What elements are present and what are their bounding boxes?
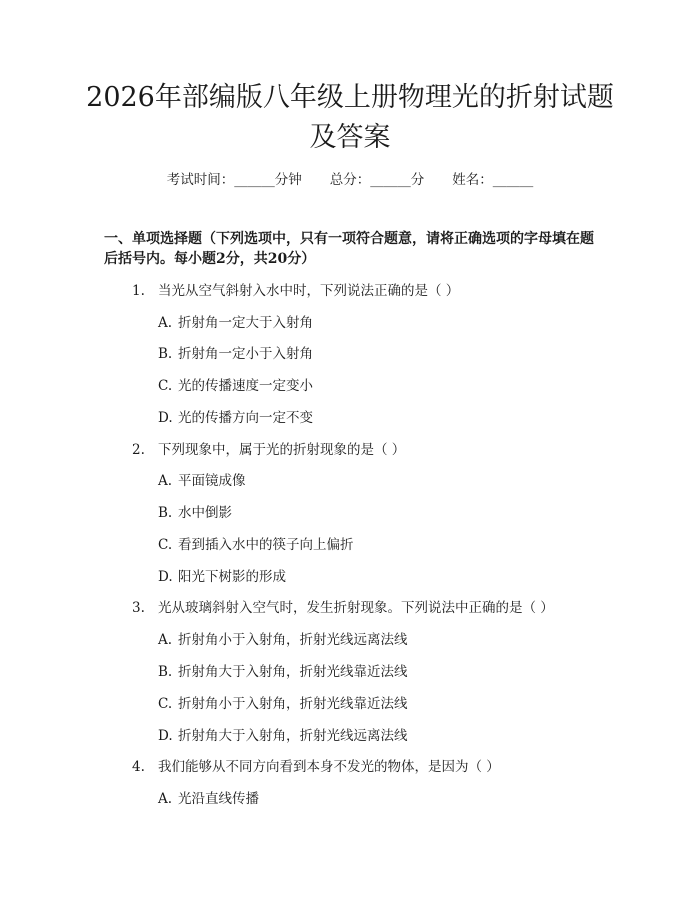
question-3 bbox=[132, 598, 554, 618]
option-3d: D. 折射角大于入射角，折射光线远离法线 bbox=[158, 728, 408, 744]
option-2d: D. 阳光下树影的形成 bbox=[158, 569, 286, 585]
title-line-2: 及答案 bbox=[309, 122, 391, 153]
section-heading-single-choice: 一、单项选择题（下列选项中，只有一项符合题意，请将正确选项的字母填在题后括号内。每小题2分，共20分） bbox=[104, 231, 594, 267]
option-4a: A. 光沿直线传播 bbox=[158, 791, 259, 807]
total-score-field: 总分：______分 bbox=[329, 172, 425, 188]
student-name-field: 姓名：______ bbox=[452, 172, 534, 188]
question-text: 下列现象中，属于光的折射现象的是（ ） bbox=[158, 442, 406, 458]
question-number: 3. bbox=[132, 600, 145, 616]
question-number: 2. bbox=[132, 442, 145, 458]
question-text: 当光从空气斜射入水中时，下列说法正确的是（ ） bbox=[158, 283, 460, 299]
question-number: 1. bbox=[132, 283, 145, 299]
question-number: 4. bbox=[132, 759, 145, 775]
option-2b: B. 水中倒影 bbox=[158, 505, 232, 521]
question-1 bbox=[132, 281, 459, 301]
exam-time-field: 考试时间：______分钟 bbox=[166, 172, 302, 188]
option-3a: A. 折射角小于入射角，折射光线远离法线 bbox=[158, 632, 408, 648]
title-line-1: 2026年部编版八年级上册物理光的折射试题 bbox=[86, 82, 614, 113]
option-3b: B. 折射角大于入射角，折射光线靠近法线 bbox=[158, 664, 408, 680]
option-1d: D. 光的传播方向一定不变 bbox=[158, 410, 313, 426]
question-2 bbox=[132, 440, 405, 460]
question-4 bbox=[132, 757, 500, 777]
option-1c: C. 光的传播速度一定变小 bbox=[158, 378, 313, 394]
page-title bbox=[60, 78, 640, 158]
question-text: 光从玻璃斜射入空气时，发生折射现象。下列说法中正确的是（ ） bbox=[158, 600, 554, 616]
option-2c: C. 看到插入水中的筷子向上偏折 bbox=[158, 537, 354, 553]
option-2a: A. 平面镜成像 bbox=[158, 473, 246, 489]
option-1b: B. 折射角一定小于入射角 bbox=[158, 346, 313, 362]
question-text: 我们能够从不同方向看到本身不发光的物体，是因为（ ） bbox=[158, 759, 500, 775]
exam-meta bbox=[0, 168, 700, 188]
option-3c: C. 折射角小于入射角，折射光线靠近法线 bbox=[158, 696, 408, 712]
option-1a: A. 折射角一定大于入射角 bbox=[158, 315, 313, 331]
